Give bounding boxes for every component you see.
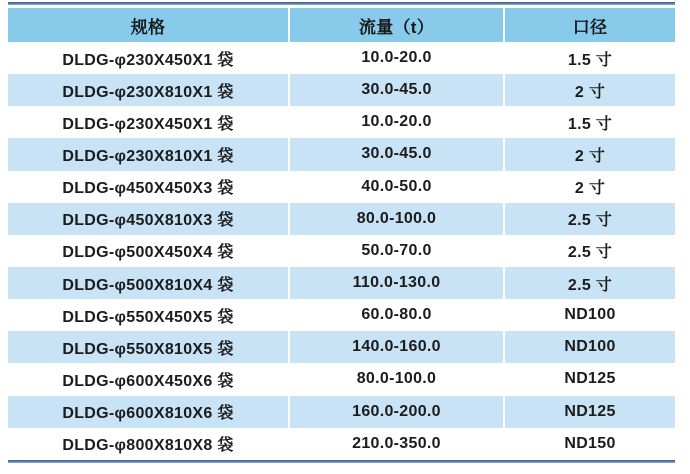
cell-spec: DLDG-φ450X450X3 袋 <box>62 180 234 198</box>
cell-flow: 30.0-45.0 <box>288 74 503 106</box>
cell-spec: DLDG-φ230X810X1 袋 <box>62 147 234 165</box>
cell-caliber: 1.5 寸 <box>503 106 675 138</box>
table-bottom-border <box>8 460 675 463</box>
cell-flow: 10.0-20.0 <box>288 42 503 74</box>
cell-caliber: 2.5 寸 <box>503 203 675 235</box>
table-row <box>8 396 675 428</box>
cell-caliber: 1.5 寸 <box>503 42 675 74</box>
table-top-border <box>8 2 675 5</box>
table-row <box>8 235 675 267</box>
table-row <box>8 363 675 395</box>
cell-spec: DLDG-φ550X810X5 袋 <box>62 340 234 358</box>
cell-spec: DLDG-φ600X450X6 袋 <box>62 372 234 390</box>
cell-caliber: 2.5 寸 <box>503 267 675 299</box>
cell-caliber: 2 寸 <box>503 74 675 106</box>
table-header-row <box>8 8 675 42</box>
cell-flow: 80.0-100.0 <box>288 203 503 235</box>
cell-caliber: ND100 <box>503 331 675 363</box>
table-row <box>8 171 675 203</box>
cell-caliber: ND125 <box>503 396 675 428</box>
table-row <box>8 331 675 363</box>
cell-flow: 80.0-100.0 <box>288 363 503 395</box>
table-row <box>8 138 675 170</box>
cell-flow: 60.0-80.0 <box>288 299 503 331</box>
cell-caliber: 2 寸 <box>503 138 675 170</box>
cell-caliber: ND100 <box>503 299 675 331</box>
cell-flow: 210.0-350.0 <box>288 428 503 460</box>
header-cell-spec: 规格 <box>130 17 166 37</box>
cell-spec: DLDG-φ230X450X1 袋 <box>62 115 234 133</box>
table-row <box>8 74 675 106</box>
header-cell-caliber: 口径 <box>503 8 675 42</box>
cell-caliber: ND150 <box>503 428 675 460</box>
cell-spec: DLDG-φ230X450X1 袋 <box>62 51 234 69</box>
product-spec-table <box>8 8 675 460</box>
cell-spec: DLDG-φ800X810X8 袋 <box>62 437 234 455</box>
cell-flow: 40.0-50.0 <box>288 171 503 203</box>
table-row <box>8 428 675 460</box>
table-body <box>8 42 675 460</box>
cell-spec: DLDG-φ550X450X5 袋 <box>62 308 234 326</box>
cell-flow: 160.0-200.0 <box>288 396 503 428</box>
cell-caliber: 2.5 寸 <box>503 235 675 267</box>
header-cell-flow: 流量（t） <box>288 8 503 42</box>
table-row <box>8 106 675 138</box>
cell-spec: DLDG-φ500X810X4 袋 <box>62 276 234 294</box>
cell-flow: 50.0-70.0 <box>288 235 503 267</box>
table-row <box>8 42 675 74</box>
cell-spec: DLDG-φ450X810X3 袋 <box>62 212 234 230</box>
table-row <box>8 299 675 331</box>
cell-flow: 140.0-160.0 <box>288 331 503 363</box>
cell-spec: DLDG-φ600X810X6 袋 <box>62 405 234 423</box>
table-row <box>8 267 675 299</box>
cell-flow: 10.0-20.0 <box>288 106 503 138</box>
cell-spec: DLDG-φ230X810X1 袋 <box>62 83 234 101</box>
cell-caliber: ND125 <box>503 363 675 395</box>
cell-spec: DLDG-φ500X450X4 袋 <box>62 244 234 262</box>
cell-flow: 30.0-45.0 <box>288 138 503 170</box>
cell-caliber: 2 寸 <box>503 171 675 203</box>
cell-flow: 110.0-130.0 <box>288 267 503 299</box>
table-row <box>8 203 675 235</box>
